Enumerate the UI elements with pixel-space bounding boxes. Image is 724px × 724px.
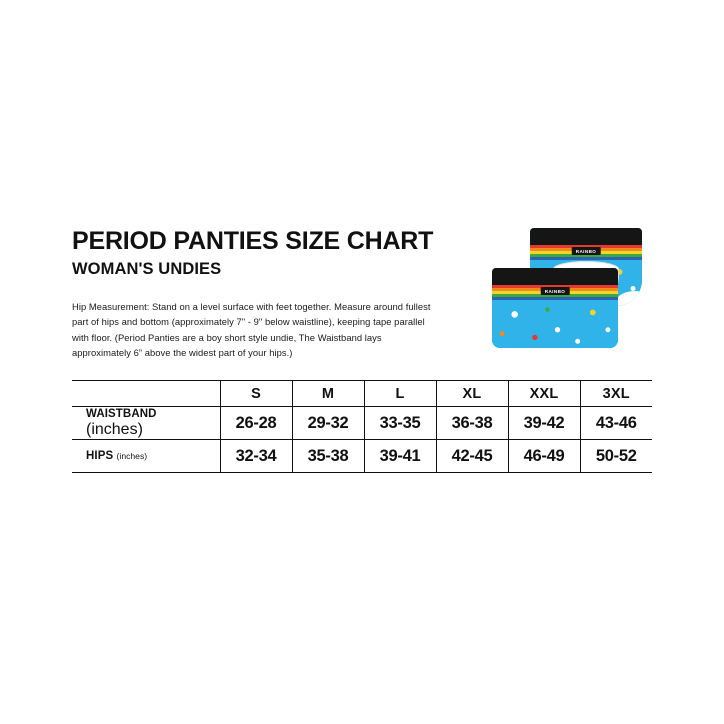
underwear-front-image <box>492 268 618 348</box>
waistband-xxl: 39-42 <box>508 407 580 440</box>
waistband-m: 29-32 <box>292 407 364 440</box>
document-content <box>72 228 652 473</box>
waistband-s: 26-28 <box>220 407 292 440</box>
hips-xl: 42-45 <box>436 440 508 473</box>
row-label-waistband <box>72 407 220 440</box>
size-header-l: L <box>364 381 436 407</box>
header-corner-cell <box>72 381 220 407</box>
hips-s: 32-34 <box>220 440 292 473</box>
page-title: PERIOD PANTIES SIZE CHART <box>72 227 434 255</box>
brand-label-front: RAINBO <box>541 287 570 295</box>
table-row-hips <box>72 440 652 473</box>
size-chart-table <box>72 380 652 473</box>
waistband-3xl: 43-46 <box>595 413 637 432</box>
size-header-s: S <box>220 381 292 407</box>
size-header-3xl: 3XL <box>602 385 630 402</box>
hip-measurement-description: Hip Measurement: Stand on a level surface with feet together. Measure around fullest part of hips and bottom (approximately 7" - 9" below waistline), keeping tape parallel with floor. (Period Panties are a boy short style undie, The Waistband lays approximately 6” above the widest part of your hips.) <box>72 301 431 358</box>
brand-label-back: RAINBO <box>572 247 601 255</box>
size-header-xl: XL <box>436 381 508 407</box>
row-label-hips-word: HIPS <box>86 449 114 462</box>
table-header-row <box>72 381 652 407</box>
hips-m: 35-38 <box>292 440 364 473</box>
size-header-m: M <box>292 381 364 407</box>
row-label-hips-text <box>86 450 220 463</box>
size-header-xxl: XXL <box>508 381 580 407</box>
pattern-front <box>492 300 618 348</box>
row-units-hips: (inches) <box>116 450 148 461</box>
waistband-xl: 36-38 <box>436 407 508 440</box>
hips-l: 39-41 <box>364 440 436 473</box>
waistband-l: 33-35 <box>364 407 436 440</box>
title-block <box>72 228 652 279</box>
row-label-waistband-text: WAISTBAND <box>86 407 157 420</box>
hips-xxl: 46-49 <box>508 440 580 473</box>
table-row-waistband <box>72 407 652 440</box>
row-label-hips <box>72 440 220 473</box>
row-units-waistband: (inches) <box>86 420 143 438</box>
page-subtitle: WOMAN'S UNDIES <box>72 260 222 279</box>
hips-3xl: 50-52 <box>595 446 637 465</box>
